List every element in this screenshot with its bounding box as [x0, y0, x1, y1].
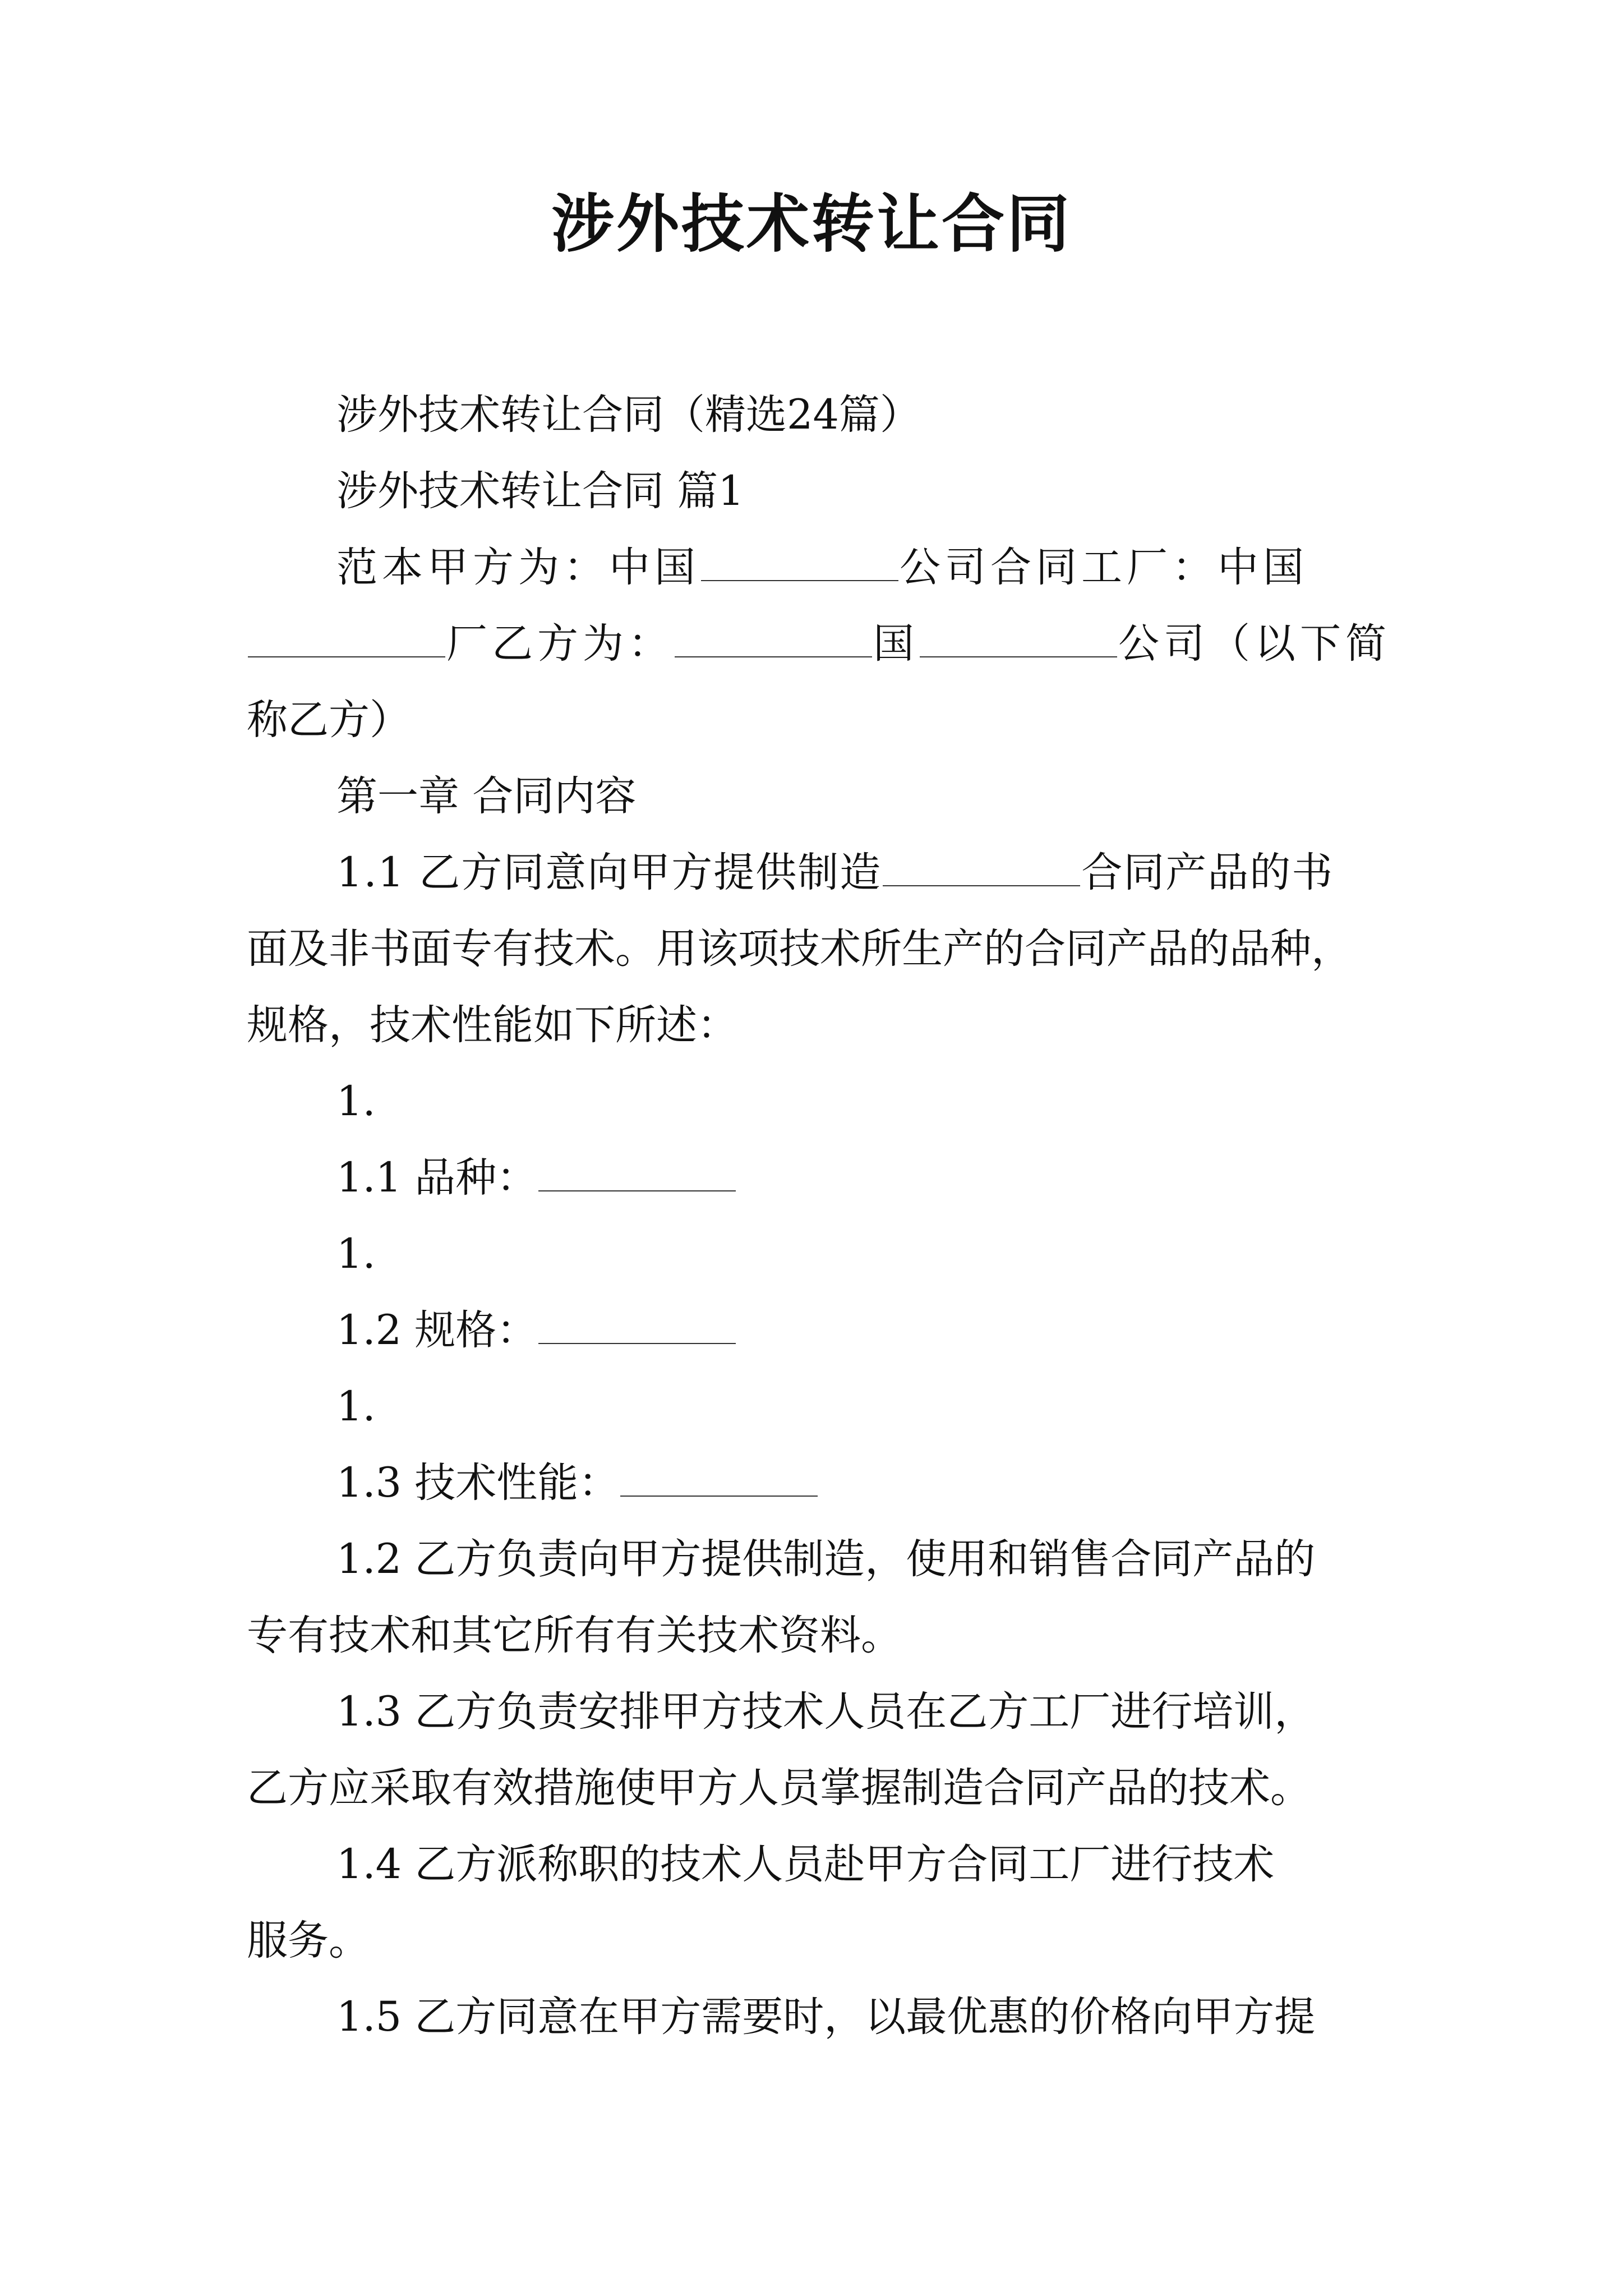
section-heading: 涉外技术转让合同 篇1	[336, 467, 744, 515]
clause-1-3-line1: 1.3 乙方负责安排甲方技术人员在乙方工厂进行培训，	[336, 1688, 1316, 1736]
fill-blank	[701, 541, 898, 581]
fill-blank	[620, 1456, 818, 1497]
list-number: 1.	[336, 1383, 376, 1430]
fill-blank	[675, 617, 872, 657]
item-label: 1.1 品种：	[336, 1154, 538, 1202]
document-heading: 涉外技术转让合同（精选24篇）	[336, 391, 921, 439]
clause-1-5-line1: 1.5 乙方同意在甲方需要时，以最优惠的价格向甲方提	[336, 1993, 1316, 2041]
item-variety	[336, 1150, 1402, 1206]
text-segment: 合同产品的书	[1081, 849, 1334, 896]
clause-1-1-line3: 规格，技术性能如下所述：	[247, 1001, 738, 1049]
fill-blank	[920, 617, 1117, 657]
paragraph-parties-line3: 称乙方）	[247, 696, 411, 744]
document-title: 涉外技术转让合同	[551, 187, 1072, 261]
clause-1-2-line2: 专有技术和其它所有有关技术资料。	[247, 1612, 902, 1659]
clause-1-2-line1: 1.2 乙方负责向甲方提供制造，使用和销售合同产品的	[336, 1535, 1316, 1583]
list-number: 1.	[336, 1230, 376, 1278]
clause-1-1-line1	[336, 845, 1402, 901]
fill-blank	[883, 846, 1080, 886]
paragraph-parties-line2	[247, 616, 1391, 672]
text-segment: 厂乙方为：	[446, 620, 674, 668]
text-segment: 公司合同工厂：中国	[900, 544, 1308, 591]
fill-blank	[538, 1151, 736, 1191]
item-performance	[336, 1455, 1402, 1511]
item-specification	[336, 1303, 1402, 1359]
item-label: 1.3 技术性能：	[336, 1459, 620, 1507]
clause-1-4-line2: 服务。	[247, 1917, 370, 1964]
text-segment: 范本甲方为：中国	[336, 544, 700, 591]
list-number: 1.	[336, 1078, 376, 1125]
chapter-heading: 第一章 合同内容	[336, 772, 637, 820]
fill-blank	[538, 1304, 736, 1344]
fill-blank	[248, 617, 445, 657]
text-segment: 1.1 乙方同意向甲方提供制造	[336, 849, 882, 896]
text-segment: 国	[873, 620, 919, 668]
item-label: 1.2 规格：	[336, 1306, 538, 1354]
paragraph-parties-line1	[336, 540, 1402, 596]
text-segment: 公司（以下简	[1118, 620, 1391, 668]
clause-1-4-line1: 1.4 乙方派称职的技术人员赴甲方合同工厂进行技术	[336, 1841, 1275, 1888]
clause-1-1-line2: 面及非书面专有技术。用该项技术所生产的合同产品的品种，	[247, 925, 1352, 973]
clause-1-3-line2: 乙方应采取有效措施使甲方人员掌握制造合同产品的技术。	[247, 1764, 1311, 1812]
